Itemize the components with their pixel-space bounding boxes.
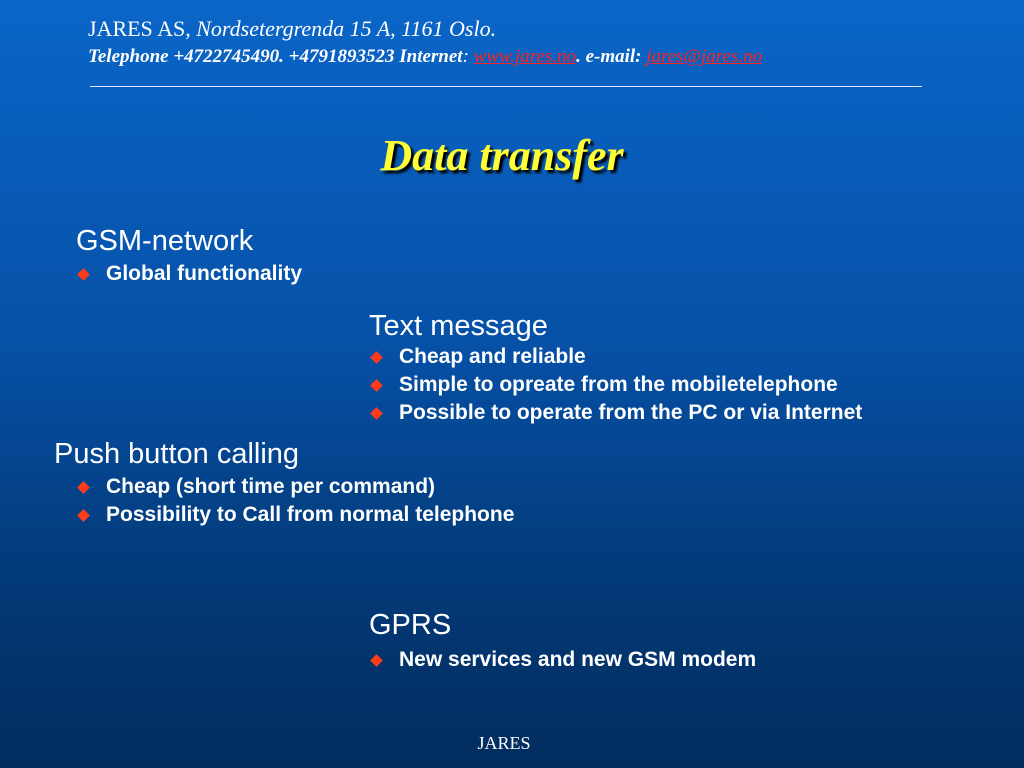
slide-footer: JARES (477, 733, 531, 753)
bullet-text: New services and new GSM modem (399, 648, 757, 671)
diamond-bullet-icon (370, 379, 383, 392)
slide-header (88, 14, 762, 70)
section-text-message (369, 309, 862, 427)
diamond-bullet-icon (77, 481, 90, 494)
bullet-item (369, 646, 756, 674)
section-push-button (54, 437, 514, 529)
header-divider (90, 86, 922, 87)
bullet-text: Global functionality (106, 262, 303, 285)
bullet-text: Simple to opreate from the mobiletelephone (399, 373, 838, 396)
diamond-bullet-icon (370, 351, 383, 364)
bullet-text: Cheap and reliable (399, 345, 586, 368)
diamond-bullet-icon (77, 509, 90, 522)
section-heading: GSM-network (76, 225, 254, 257)
section-heading: Push button calling (54, 438, 300, 470)
section-heading: Text message (369, 310, 548, 342)
slide-title: Data transfer (380, 131, 624, 180)
bullet-text: Possible to operate from the PC or via Internet (399, 401, 863, 424)
bullet-item (369, 399, 862, 427)
bullet-item (76, 473, 514, 501)
company-address-line: JARES AS, Nordsetergrenda 15 A, 1161 Oslo. (88, 16, 497, 41)
section-heading: GPRS (369, 609, 452, 641)
contact-line: Telephone +4722745490. +4791893523 Internet: www.jares.no. e-mail: jares@jares.no (88, 46, 763, 67)
bullet-item (369, 371, 862, 399)
bullet-text: Cheap (short time per command) (106, 475, 436, 498)
bullet-item (76, 501, 514, 529)
bullet-text: Possibility to Call from normal telephone (106, 503, 515, 526)
company-name: JARES AS (88, 16, 186, 41)
email-label: e-mail: (585, 46, 642, 67)
email-link[interactable]: jares@jares.no (646, 46, 763, 67)
section-gsm (76, 224, 302, 288)
bullet-item (369, 343, 862, 371)
diamond-bullet-icon (370, 654, 383, 667)
web-link[interactable]: www.jares.no (473, 46, 577, 67)
company-address: Nordsetergrenda 15 A, 1161 Oslo. (196, 16, 497, 41)
diamond-bullet-icon (77, 268, 90, 281)
phone-text: Telephone +4722745490. +4791893523 Internet (88, 46, 463, 67)
bullet-item (76, 260, 302, 288)
diamond-bullet-icon (370, 407, 383, 420)
section-gprs (369, 608, 756, 674)
